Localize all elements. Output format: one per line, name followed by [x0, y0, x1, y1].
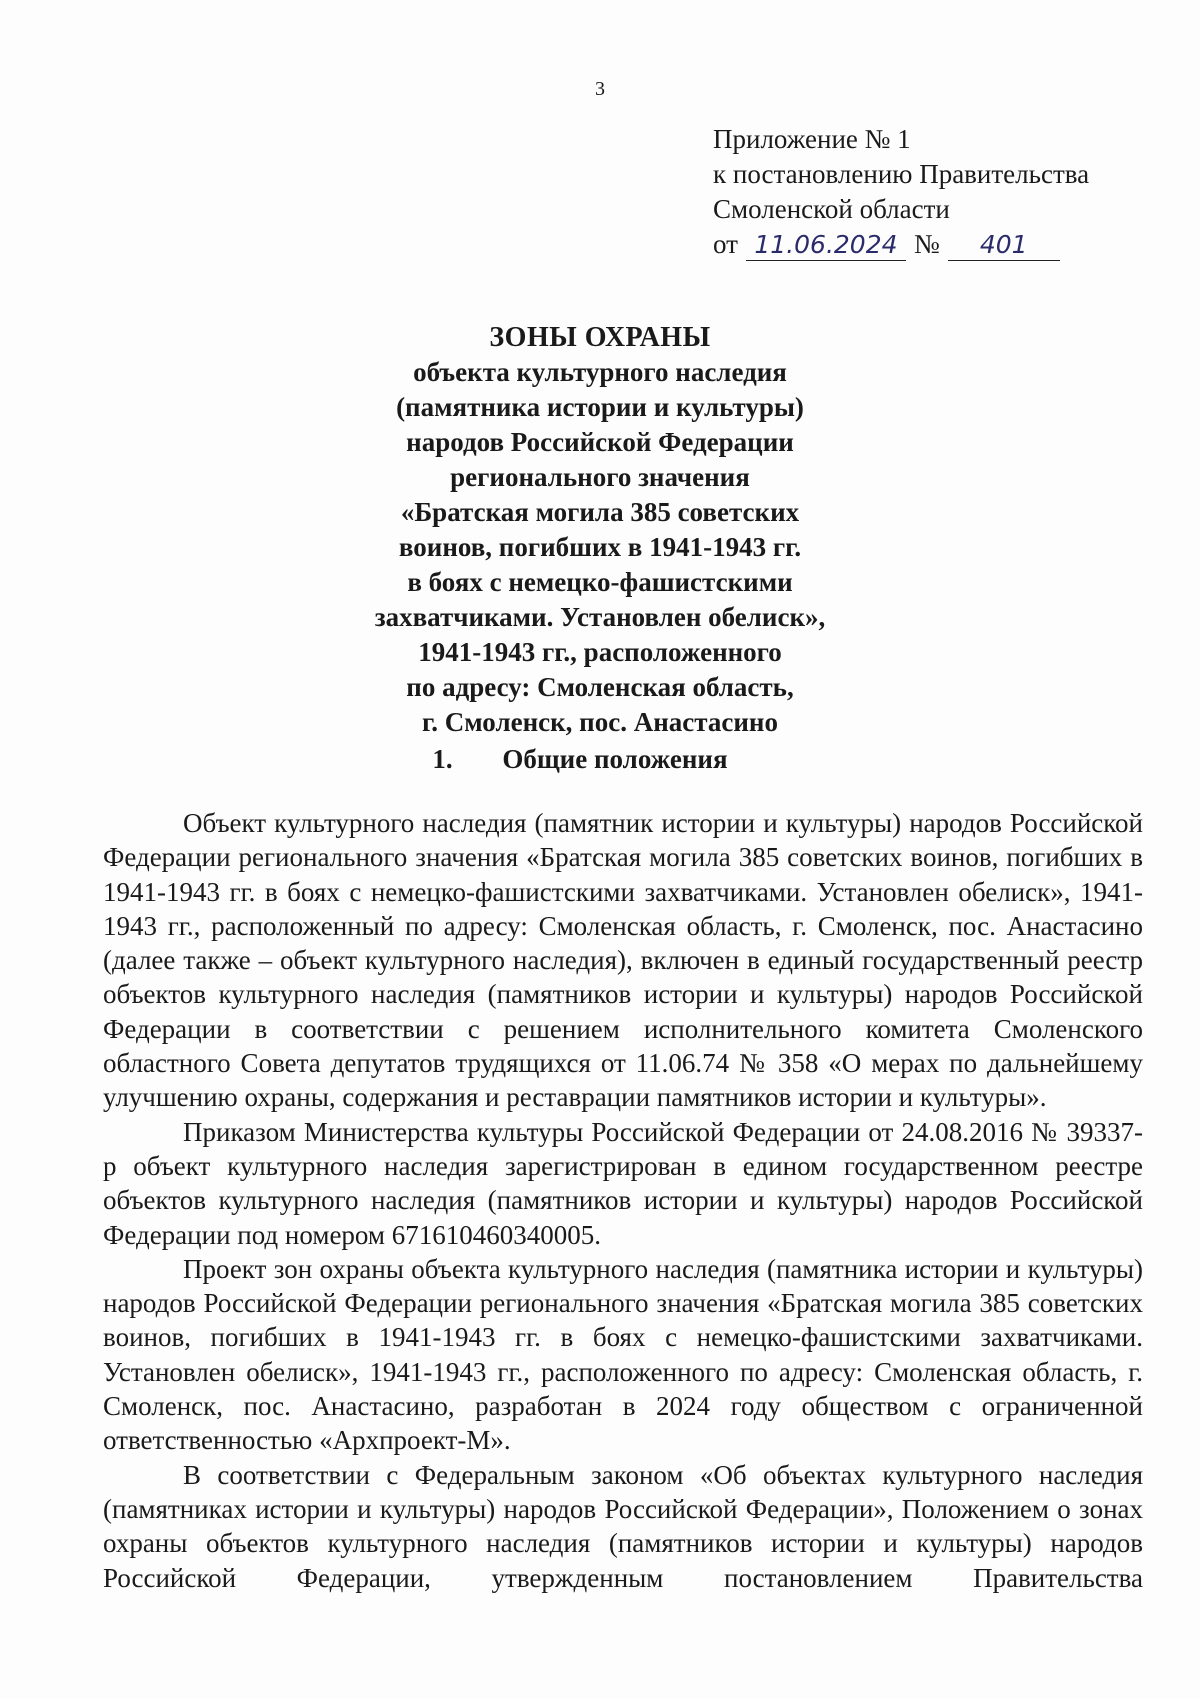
title-line: «Братская могила 385 советских	[400, 497, 800, 527]
body-text	[103, 806, 1143, 1595]
number-label: №	[913, 229, 940, 259]
title-heading: ЗОНЫ ОХРАНЫ	[489, 322, 711, 353]
document-title	[0, 320, 1200, 740]
title-line: (памятника истории и культуры)	[396, 392, 804, 422]
appendix-block	[713, 122, 1089, 262]
appendix-line-2: к постановлению Правительства	[713, 159, 1090, 189]
paragraph: Объект культурного наследия (памятник истории и культуры) народов Российской Федерации регионального значения «Братская могила 385 советских воинов, погибших в 1941-1943 гг. в боях с немецко-фашистскими захватчиками. Установлен обелиск», 1941-1943 гг., расположенный по адресу: Смоленская область, г. Смоленск, пос. Анастасино (далее также – объект культурного наследия), включен в единый государственный реестр объектов культурного наследия (памятников истории и культуры) народов Российской Федерации в соответствии с решением исполнительного комитета Смоленского областного Совета депутатов трудящихся от 11.06.74 № 358 «О мерах по дальнейшему улучшению охраны, содержания и реставрации памятников истории и культуры».	[103, 808, 1143, 1113]
appendix-line-3: Смоленской области	[713, 194, 950, 224]
section-number: 1.	[432, 744, 453, 774]
handwritten-date: 11.06.2024	[746, 230, 906, 261]
title-line: воинов, погибших в 1941-1943 гг.	[398, 532, 802, 562]
section-heading	[0, 744, 1200, 775]
appendix-date-line	[713, 227, 1089, 262]
page-number: 3	[595, 78, 605, 100]
paragraph: В соответствии с Федеральным законом «Об объектах культурного наследия (памятниках истории и культуры) народов Российской Федерации», Положением о зонах охраны объектов культурного наследия (памятников истории и культуры) народов Российской Федерации, утвержденным постановлением Правительства	[103, 1459, 1143, 1593]
title-line: захватчиками. Установлен обелиск»,	[374, 602, 826, 632]
section-title: Общие положения	[502, 744, 728, 774]
paragraph: Приказом Министерства культуры Российской Федерации от 24.08.2016 № 39337-р объект культурного наследия зарегистрирован в едином государственном реестре объектов культурного наследия (памятников истории и культуры) народов Российской Федерации под номером 671610460340005.	[103, 1116, 1143, 1250]
title-line: по адресу: Смоленская область,	[406, 672, 794, 702]
from-label: от	[713, 229, 738, 259]
title-line: регионального значения	[450, 462, 750, 492]
title-line: 1941-1943 гг., расположенного	[418, 637, 782, 667]
title-line: г. Смоленск, пос. Анастасино	[422, 707, 778, 737]
title-line: народов Российской Федерации	[406, 427, 794, 457]
handwritten-number: 401	[948, 230, 1060, 261]
paragraph: Проект зон охраны объекта культурного наследия (памятника истории и культуры) народов Российской Федерации регионального значения «Братская могила 385 советских воинов, погибших в 1941-1943 гг. в боях с немецко-фашистскими захватчиками. Установлен обелиск», 1941-1943 гг., расположенного по адресу: Смоленская область, г. Смоленск, пос. Анастасино, разработан в 2024 году обществом с ограниченной ответственностью «Архпроект-М».	[103, 1253, 1143, 1456]
title-line: в боях с немецко-фашистскими	[407, 567, 793, 597]
appendix-line-1: Приложение № 1	[713, 124, 911, 154]
title-line: объекта культурного наследия	[413, 357, 787, 387]
